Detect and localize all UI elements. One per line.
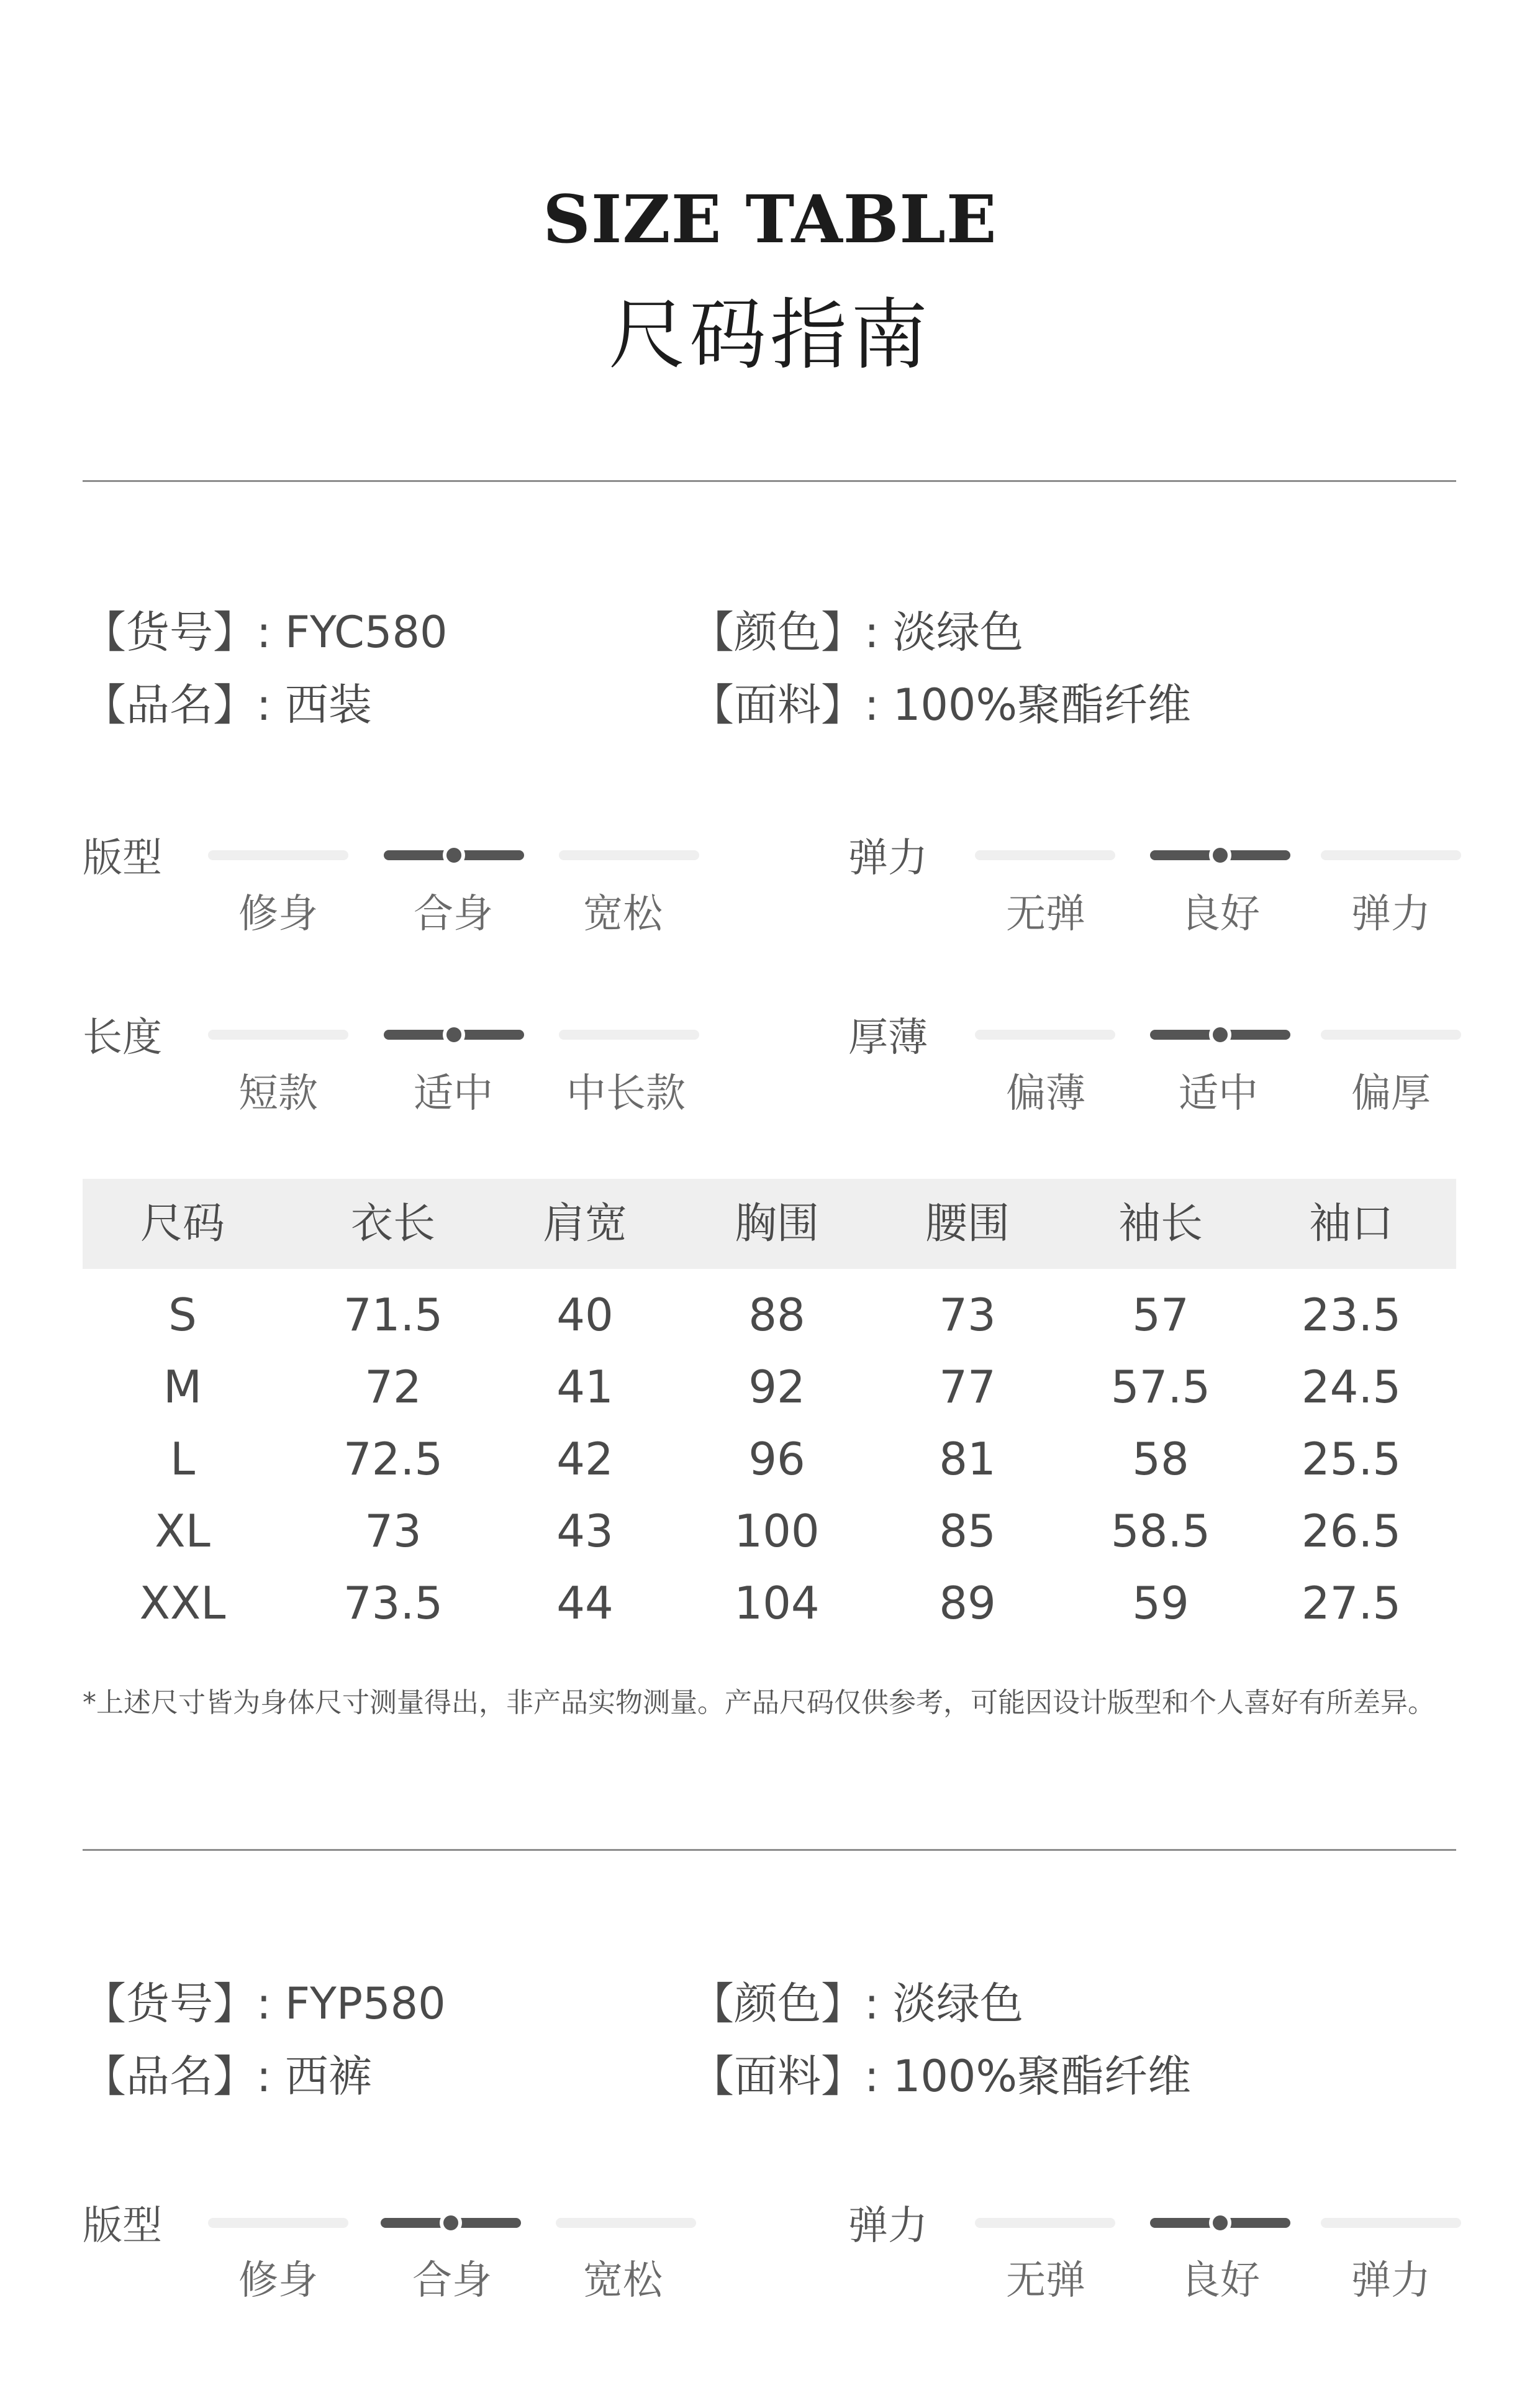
scale-length-knob [443,1024,465,1046]
pants-fabric: 【面料】: 100%聚酯纤维 [691,2051,1191,2102]
scale-thickness-option: 适中 [1179,1071,1258,1117]
divider-top [83,480,1456,482]
scale-length-track-1 [208,1030,348,1040]
scale-fit-knob [443,844,465,866]
pants-scale-fit-option: 合身 [412,2258,492,2304]
scale-stretch-track-3 [1321,850,1461,860]
scale-fit-option: 修身 [238,891,318,937]
pants-scale-fit-track-3 [556,2218,696,2228]
size-table-cell: 77 [939,1361,996,1413]
size-table-cell: 73 [365,1505,422,1557]
pants-scale-fit-label: 版型 [83,2203,162,2249]
size-table-size-cell: XXL [139,1577,226,1629]
size-table-cell: 43 [556,1505,614,1557]
size-table-cell: 85 [939,1505,996,1557]
scale-stretch-label: 弹力 [848,835,928,881]
pants-scale-fit-track-1 [208,2218,348,2228]
pants-scale-stretch-option: 弹力 [1351,2258,1431,2304]
size-table-cell: 89 [939,1577,996,1629]
pants-scale-stretch-track-3 [1321,2218,1461,2228]
scale-thickness-option: 偏薄 [1006,1071,1085,1117]
size-table-cell: 96 [748,1433,805,1485]
scale-length-option: 中长款 [566,1071,686,1117]
scale-stretch-option: 弹力 [1351,891,1431,937]
size-table-cell: 26.5 [1301,1505,1402,1557]
size-table-header: 尺码 [140,1199,225,1248]
pants-name: 【品名】: 西裤 [83,2051,372,2102]
scale-length-option: 短款 [238,1071,318,1117]
pants-scale-stretch-knob [1209,2212,1231,2234]
size-table-size-cell: M [163,1361,202,1413]
size-table-cell: 23.5 [1301,1289,1402,1341]
scale-stretch-knob [1209,844,1231,866]
scale-length-label: 长度 [83,1015,162,1061]
size-table-cell: 27.5 [1301,1577,1402,1629]
scale-stretch-option: 无弹 [1006,891,1085,937]
size-table-cell: 88 [748,1289,805,1341]
size-table-cell: 72.5 [343,1433,443,1485]
size-table-cell: 25.5 [1301,1433,1402,1485]
size-table-cell: 44 [556,1577,614,1629]
divider-middle [83,1849,1456,1851]
size-table-cell: 57.5 [1110,1361,1211,1413]
size-table-size-cell: XL [155,1505,211,1557]
scale-fit-option: 宽松 [583,891,663,937]
pants-scale-stretch-option: 无弹 [1006,2258,1085,2304]
scale-fit-track-1 [208,850,348,860]
scale-stretch-track-1 [975,850,1115,860]
jacket-name: 【品名】: 西装 [83,679,372,730]
size-table-cell: 41 [556,1361,614,1413]
size-table-header: 袖长 [1118,1199,1203,1248]
scale-thickness-track-3 [1321,1030,1461,1040]
scale-fit-label: 版型 [83,835,162,881]
pants-scale-fit-option: 宽松 [583,2258,663,2304]
scale-thickness-label: 厚薄 [848,1015,928,1061]
size-table-header: 胸围 [734,1199,819,1248]
pants-scale-stretch-track-1 [975,2218,1115,2228]
scale-thickness-track-1 [975,1030,1115,1040]
size-table-header: 衣长 [350,1199,435,1248]
size-table-cell: 73.5 [343,1577,443,1629]
scale-fit-track-3 [559,850,699,860]
scale-length-option: 适中 [414,1071,493,1117]
size-table-cell: 24.5 [1301,1361,1402,1413]
size-table-header: 腰围 [925,1199,1010,1248]
size-table-cell: 59 [1132,1577,1189,1629]
scale-fit-option: 合身 [414,891,493,937]
size-table-size-cell: L [170,1433,196,1485]
pants-scale-fit-option: 修身 [238,2258,318,2304]
page-title-en: SIZE TABLE [543,180,997,258]
scale-thickness-knob [1209,1024,1231,1046]
size-table-cell: 73 [939,1289,996,1341]
size-table-cell: 92 [748,1361,805,1413]
jacket-sku: 【货号】: FYC580 [83,607,448,658]
scale-stretch-option: 良好 [1180,891,1260,937]
jacket-fabric: 【面料】: 100%聚酯纤维 [691,679,1191,730]
scale-thickness-option: 偏厚 [1351,1071,1431,1117]
pants-color: 【颜色】: 淡绿色 [691,1978,1023,2029]
size-table-cell: 58 [1132,1433,1189,1485]
size-table-cell: 58.5 [1110,1505,1211,1557]
size-note: *上述尺寸皆为身体尺寸测量得出，非产品实物测量。产品尺码仅供参考，可能因设计版型和个人喜好有所差异。 [83,1687,1435,1719]
size-table-cell: 100 [734,1505,820,1557]
size-table-cell: 72 [365,1361,422,1413]
size-table-header: 肩宽 [542,1199,627,1248]
size-table-cell: 57 [1132,1289,1189,1341]
page-title-cn: 尺码指南 [608,291,931,380]
size-table-cell: 104 [734,1577,820,1629]
jacket-color: 【颜色】: 淡绿色 [691,607,1023,658]
pants-scale-fit-knob [440,2212,462,2234]
scale-length-track-3 [559,1030,699,1040]
size-table-cell: 81 [939,1433,996,1485]
pants-scale-stretch-label: 弹力 [848,2203,928,2249]
size-table-cell: 40 [556,1289,614,1341]
pants-scale-stretch-option: 良好 [1180,2258,1260,2304]
size-table-cell: 42 [556,1433,614,1485]
pants-sku: 【货号】: FYP580 [83,1978,446,2029]
size-table-size-cell: S [168,1289,197,1341]
size-table-cell: 71.5 [343,1289,443,1341]
size-table-header: 袖口 [1308,1199,1393,1248]
